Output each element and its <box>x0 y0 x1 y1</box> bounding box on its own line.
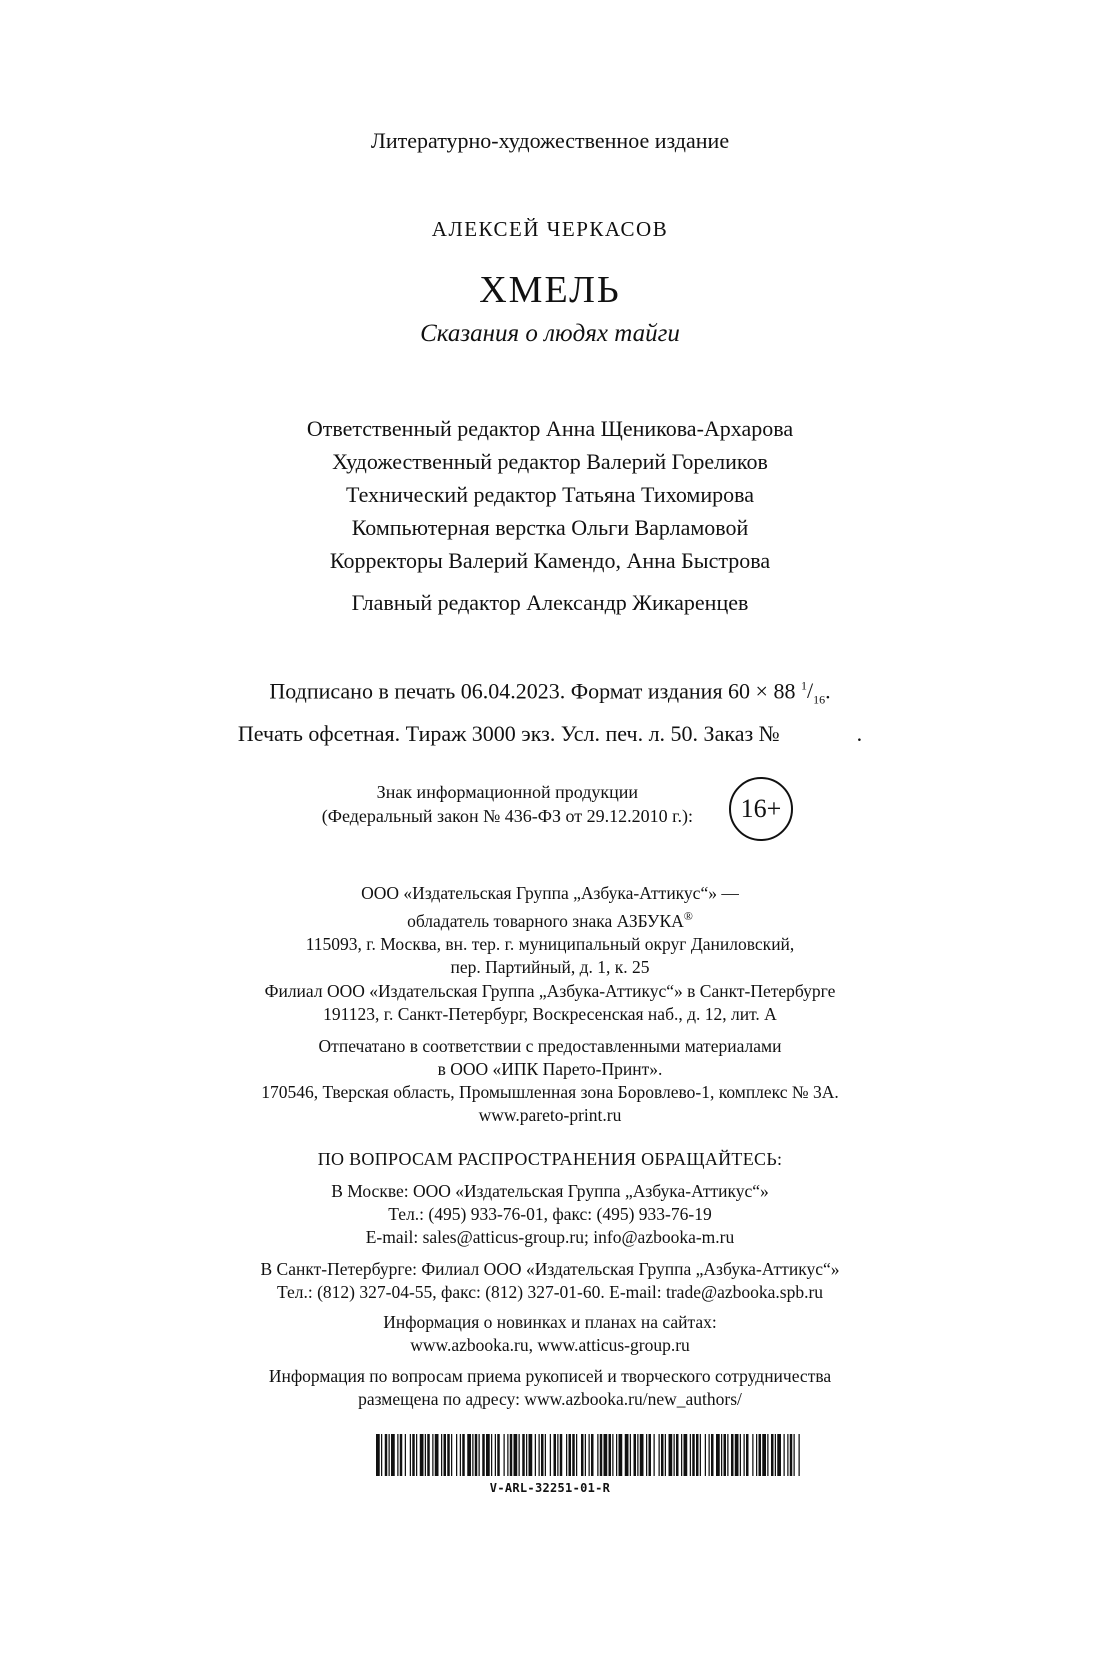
distribution-heading: ПО ВОПРОСАМ РАСПРОСТРАНЕНИЯ ОБРАЩАЙТЕСЬ: <box>317 1149 783 1169</box>
staff-line: Компьютерная верстка Ольги Варламовой <box>351 515 749 540</box>
distribution-moscow: В Москве: ООО «Издательская Группа „Азбука-Аттикус“» Тел.: (495) 933-76-01, факс: (495) 933-76-19 E-mail: sales@atticus-group.ru; info@azbooka-m.ru <box>331 1181 769 1247</box>
branch-info: Филиал ООО «Издательская Группа „Азбука-Аттикус“» в Санкт-Петербурге 191123, г. Санкт-Петербург, Воскресенская наб., д. 12, лит. А <box>264 981 836 1024</box>
printer-info: Отпечатано в соответствии с предоставленными материалами в ООО «ИПК Парето-Принт». 170546, Тверская область, Промышленная зона Боровлево-1, комплекс № 3А. www.pareto-print.ru <box>261 1036 839 1125</box>
barcode-text: V-ARL-32251-01-R <box>489 1481 611 1495</box>
author-name: АЛЕКСЕЙ ЧЕРКАСОВ <box>431 217 669 241</box>
book-title: ХМЕЛЬ <box>479 269 621 311</box>
print-info <box>0 670 1100 750</box>
publisher-info: ООО «Издательская Группа „Азбука-Аттикус“» — обладатель товарного знака АЗБУКА® 115093, г. Москва, вн. тер. г. муниципальный округ Даниловский, пер. Партийный, д. 1, к. 25 <box>305 883 795 977</box>
sites-info: Информация о новинках и планах на сайтах: www.azbooka.ru, www.atticus-group.ru <box>383 1312 717 1355</box>
staff-line: Технический редактор Татьяна Тихомирова <box>345 482 754 507</box>
staff-line: Художественный редактор Валерий Гореликов <box>332 449 768 474</box>
trademark-symbol: ® <box>683 909 693 923</box>
book-subtitle: Сказания о людях тайги <box>420 320 680 347</box>
print-info-line1: Подписано в печать 06.04.2023. Формат издания 60 × 88 $^1/_{16}$. <box>269 678 831 707</box>
print-info-line2: Печать офсетная. Тираж 3000 экз. Усл. печ. л. 50. Заказ № . <box>237 720 863 746</box>
age-rating-badge: 16+ <box>729 777 793 841</box>
editorial-staff <box>0 412 1100 577</box>
chief-editor: Главный редактор Александр Жикаренцев <box>351 590 749 615</box>
staff-line: Корректоры Валерий Камендо, Анна Быстрова <box>329 548 771 573</box>
edition-type: Литературно-художественное издание <box>370 128 730 153</box>
authors-info: Информация по вопросам приема рукописей и творческого сотрудничества размещена по адресу: www.azbooka.ru/new_authors/ <box>268 1366 832 1409</box>
info-mark-text: Знак информационной продукции (Федеральный закон № 436-ФЗ от 29.12.2010 г.): <box>321 782 693 826</box>
staff-line: Ответственный редактор Анна Щеникова-Архарова <box>306 416 794 441</box>
format-fraction: $^1/_{16}$ <box>800 678 826 707</box>
distribution-spb: В Санкт-Петербурге: Филиал ООО «Издательская Группа „Азбука-Аттикус“» Тел.: (812) 327-04-55, факс: (812) 327-01-60. E-mail: trade@azbooka.spb.ru <box>260 1259 840 1302</box>
barcode-icon <box>376 1434 801 1476</box>
info-product-mark <box>321 780 793 846</box>
